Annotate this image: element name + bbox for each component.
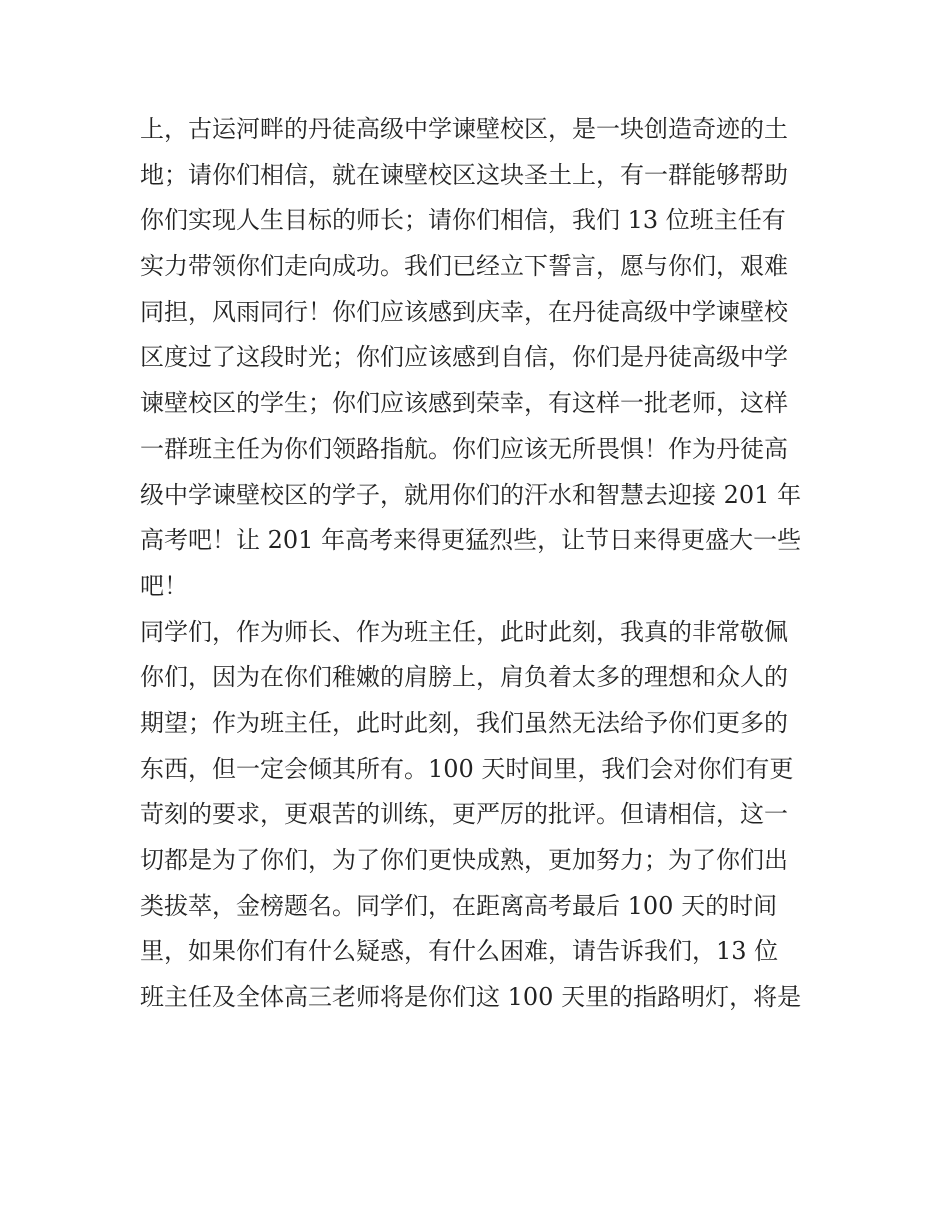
body-text	[140, 107, 830, 1021]
text-line: 你们实现人生目标的师长；请你们相信，我们 13 位班主任有	[140, 206, 786, 235]
text-line: 班主任及全体高三老师将是你们这 100 天里的指路明灯，将是	[140, 983, 802, 1012]
text-line: 里，如果你们有什么疑惑，有什么困难，请告诉我们，13 位	[140, 937, 779, 966]
text-line: 上，古运河畔的丹徒高级中学谏壁校区，是一块创造奇迹的土	[140, 115, 788, 143]
text-line: 东西，但一定会倾其所有。100 天时间里，我们会对你们有更	[140, 754, 794, 783]
text-line: 苛刻的要求，更艰苦的训练，更严厉的批评。但请相信，这一	[140, 800, 788, 829]
text-line: 类拔萃，金榜题名。同学们，在距离高考最后 100 天的时间	[140, 891, 778, 920]
text-line: 高考吧！让 201 年高考来得更猛烈些，让节日来得更盛大一些	[140, 526, 802, 555]
text-line: 地；请你们相信，就在谏壁校区这块圣土上，有一群能够帮助	[140, 160, 788, 189]
text-line: 谏壁校区的学生；你们应该感到荣幸，有这样一批老师，这样	[140, 389, 788, 418]
text-line: 同担，风雨同行！你们应该感到庆幸，在丹徒高级中学谏壁校	[140, 297, 788, 326]
text-line: 同学们，作为师长、作为班主任，此时此刻，我真的非常敬佩	[140, 617, 788, 646]
text-line: 期望；作为班主任，此时此刻，我们虽然无法给予你们更多的	[140, 708, 788, 737]
text-line: 区度过了这段时光；你们应该感到自信，你们是丹徒高级中学	[140, 343, 788, 372]
text-line: 级中学谏壁校区的学子，就用你们的汗水和智慧去迎接 201 年	[140, 480, 802, 509]
text-line: 切都是为了你们，为了你们更快成熟，更加努力；为了你们出	[140, 846, 788, 874]
text-line: 实力带领你们走向成功。我们已经立下誓言，愿与你们，艰难	[140, 252, 788, 281]
text-line: 吧！	[140, 571, 188, 600]
text-line: 你们，因为在你们稚嫩的肩膀上，肩负着太多的理想和众人的	[140, 663, 788, 692]
text-line: 一群班主任为你们领路指航。你们应该无所畏惧！作为丹徒高	[140, 434, 788, 463]
